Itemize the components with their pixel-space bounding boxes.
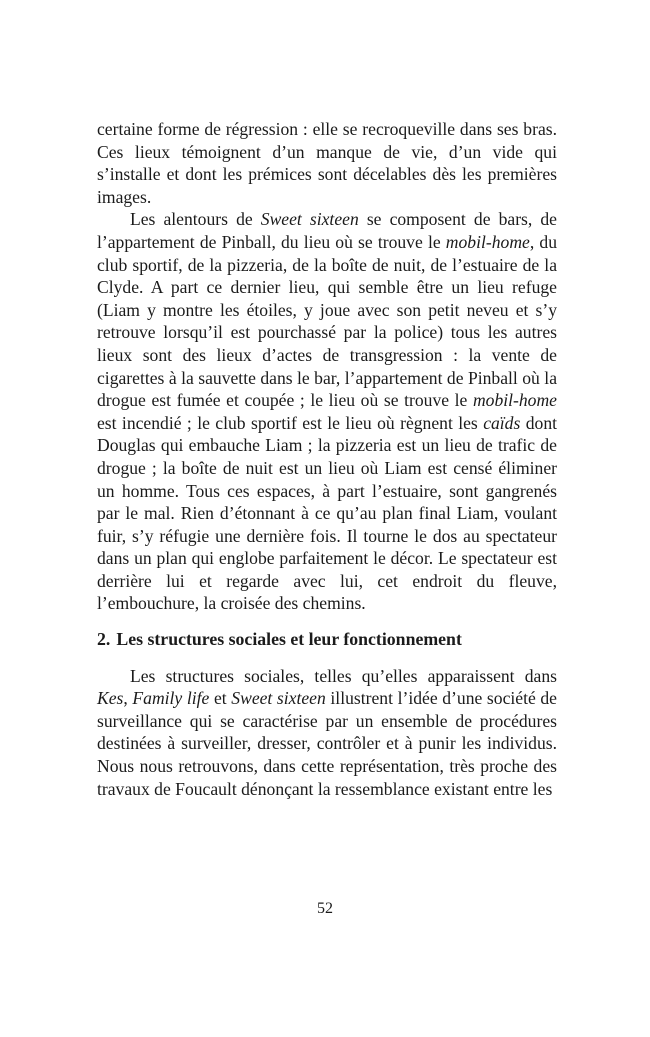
- text-run: ,: [123, 688, 133, 709]
- paragraph-sweet-sixteen-places: [97, 208, 557, 615]
- film-title: Sweet sixteen: [260, 209, 359, 230]
- section-number: 2.: [97, 629, 111, 650]
- section-title: Les structures sociales et leur fonctionnement: [116, 629, 462, 650]
- italic-term: mobil-home: [445, 231, 530, 252]
- paragraph-social-structures: [97, 665, 557, 801]
- film-title: Sweet sixteen: [231, 688, 326, 709]
- text-run: illustrent l’idée d’une société de surveillance qui se caractérise par un ensemble de procédures destinées à surveiller, dresser, contrôler et à punir les individus. Nous nous retrouvons, dans cette représentation, très proche des travaux de Foucault dénonçant la ressemblance existant entre les: [97, 688, 557, 799]
- film-title: Family life: [132, 688, 210, 709]
- text-run: , du club sportif, de la pizzeria, de la boîte de nuit, de l’estuaire de la Clyde. A part ce dernier lieu, qui semble être un lieu refuge (Liam y montre les étoiles, y joue avec son petit neveu et s’y retrouve lorsqu’il est pourchassé par la police) tous les autres lieux sont des lieux d’actes de transgression : la vente de cigarettes à la sauvette dans le bar, l’appartement de Pinball où la drogue est fumée et coupée ; le lieu où se trouve le: [97, 231, 557, 411]
- italic-term: mobil-home: [472, 390, 557, 411]
- text-run: se composent de bars, de l’appartement de Pinball, du lieu où se trouve le: [97, 209, 557, 252]
- text-run: Les alentours de: [130, 209, 261, 230]
- text-run: Les structures sociales, telles qu’elles apparaissent dans: [130, 665, 557, 686]
- text-run: dont Douglas qui embauche Liam ; la pizzeria est un lieu de trafic de drogue ; la boîte de nuit est un lieu où Liam est censé éliminer un homme. Tous ces espaces, à part l’estuaire, sont gangrenés par le mal. Rien d’étonnant à ce qu’au plan final Liam, voulant fuir, s’y réfugie une dernière fois. Il tourne le dos au spectateur dans un plan qui englobe parfaitement le décor. Le spectateur est derrière lui et regarde avec lui, cet endroit du fleuve, l’embouchure, la croisée des chemins.: [97, 412, 557, 614]
- film-title: Kes: [97, 688, 124, 709]
- section-heading: [97, 628, 557, 651]
- paragraph-continuation: certaine forme de régression : elle se recroqueville dans ses bras. Ces lieux témoignent d’un manque de vie, d’un vide qui s’installe et dont les prémices sont décelables dès les premières images.: [97, 119, 557, 207]
- text-run: et: [209, 688, 232, 709]
- text-run: est incendié ; le club sportif est le lieu où règnent les: [97, 412, 484, 433]
- page-number: 52: [317, 900, 333, 917]
- page-body: [97, 118, 557, 800]
- italic-term: caïds: [483, 412, 521, 433]
